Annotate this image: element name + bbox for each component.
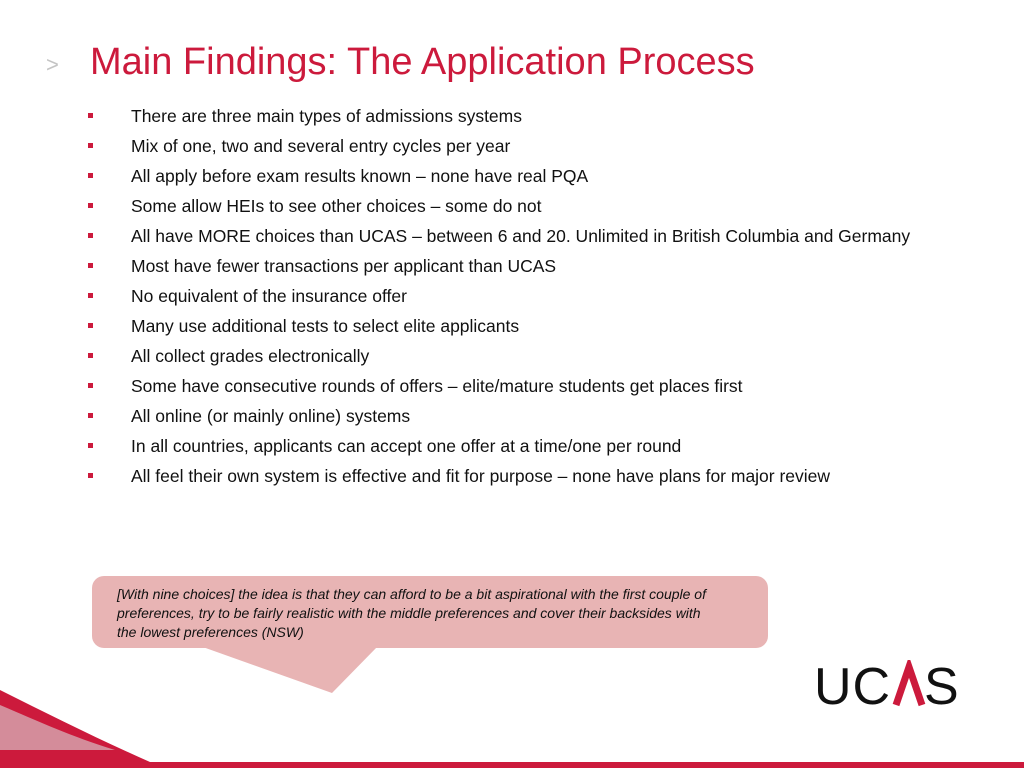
quote-callout <box>92 576 768 648</box>
bullet-item <box>86 311 966 341</box>
bullet-marker <box>88 173 93 178</box>
bullet-marker <box>88 203 93 208</box>
bullet-item <box>86 221 966 251</box>
bullet-text: All apply before exam results known – none have real PQA <box>131 166 589 186</box>
svg-text:S: S <box>924 660 959 712</box>
bullet-marker <box>88 113 93 118</box>
bullet-text: There are three main types of admissions systems <box>131 106 522 126</box>
bullet-text: No equivalent of the insurance offer <box>131 286 407 306</box>
bullet-text: In all countries, applicants can accept one offer at a time/one per round <box>131 436 682 456</box>
callout-quote-text: [With nine choices] the idea is that they can afford to be a bit aspirational with the first couple of preferences, try to be fairly realistic with the middle preferences and cover their backsides with the lowest preferences (NSW) <box>117 586 706 640</box>
bullet-text: Mix of one, two and several entry cycles per year <box>131 136 511 156</box>
bullet-marker <box>88 143 93 148</box>
bullet-text: All online (or mainly online) systems <box>131 406 411 426</box>
bullet-item <box>86 401 966 431</box>
bullet-item <box>86 461 966 491</box>
bullet-item <box>86 161 966 191</box>
bullet-text: All feel their own system is effective and fit for purpose – none have plans for major review <box>131 466 831 486</box>
title-chevron: > <box>46 52 59 77</box>
bullet-item <box>86 281 966 311</box>
bullet-marker <box>88 293 93 298</box>
bullet-marker <box>88 443 93 448</box>
bullet-item <box>86 431 966 461</box>
ucas-logo-text: UC <box>814 660 892 712</box>
bullet-item <box>86 371 966 401</box>
bullet-text: All collect grades electronically <box>131 346 370 366</box>
bullet-list <box>86 101 966 491</box>
bullet-text: All have MORE choices than UCAS – between 6 and 20. Unlimited in British Columbia and Germany <box>131 226 911 246</box>
bullet-item <box>86 191 966 221</box>
slide-title: Main Findings: The Application Process <box>90 41 755 83</box>
bullet-item <box>86 131 966 161</box>
bullet-item <box>86 101 966 131</box>
bullet-marker <box>88 263 93 268</box>
bullet-text: Many use additional tests to select elite applicants <box>131 316 520 336</box>
bullet-text: Some have consecutive rounds of offers – elite/mature students get places first <box>131 376 743 396</box>
bullet-marker <box>88 473 93 478</box>
bullet-item <box>86 251 966 281</box>
bullet-text: Most have fewer transactions per applicant than UCAS <box>131 256 557 276</box>
bullet-marker <box>88 413 93 418</box>
bullet-marker <box>88 383 93 388</box>
bullet-item <box>86 341 966 371</box>
ucas-logo <box>812 660 962 712</box>
bullet-marker <box>88 353 93 358</box>
bullet-marker <box>88 323 93 328</box>
bullet-marker <box>88 233 93 238</box>
bullet-text: Some allow HEIs to see other choices – some do not <box>131 196 542 216</box>
